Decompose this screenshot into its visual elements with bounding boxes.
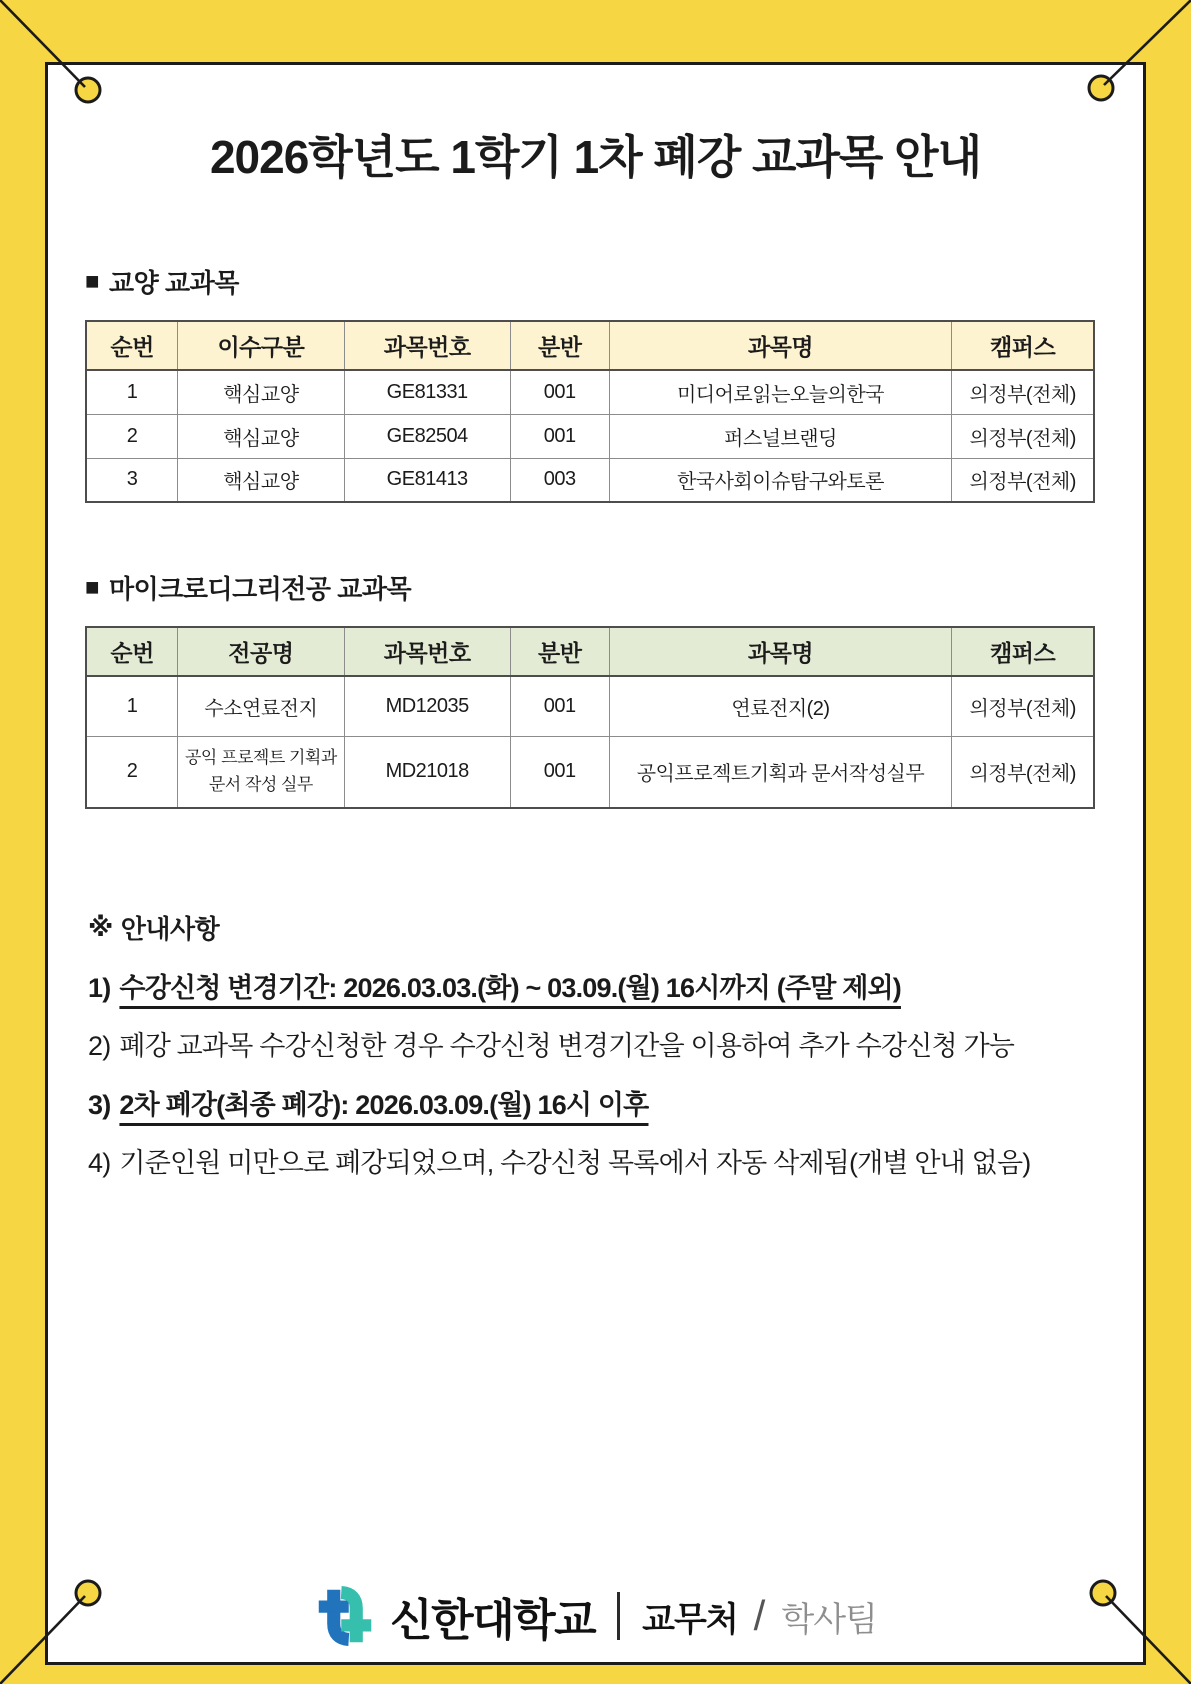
table-cell: 001 xyxy=(510,370,609,414)
table-cell: 003 xyxy=(510,458,609,502)
table-row xyxy=(86,676,1094,736)
notice-item-text: 2차 폐강(최종 폐강): 2026.03.09.(월) 16시 이후 xyxy=(119,1089,649,1120)
microdegree-course-table xyxy=(85,626,1095,809)
column-header: 이수구분 xyxy=(178,321,344,370)
table-cell: 핵심교양 xyxy=(178,414,344,458)
footer-divider-line xyxy=(617,1592,620,1640)
footer-slash: / xyxy=(753,1592,766,1639)
notice-item-number: 1) xyxy=(88,973,111,1003)
section-heading-microdegree xyxy=(85,569,1143,606)
table-cell: 2 xyxy=(86,736,178,808)
table-row xyxy=(86,458,1094,502)
table-cell: 의정부(전체) xyxy=(952,370,1094,414)
table-cell: 공익 프로젝트 기획과 문서 작성 실무 xyxy=(178,736,344,808)
table-cell: 1 xyxy=(86,676,178,736)
table-cell: 의정부(전체) xyxy=(952,458,1094,502)
table-cell: 001 xyxy=(510,736,609,808)
table-cell: 3 xyxy=(86,458,178,502)
table-cell: 한국사회이슈탐구와토론 xyxy=(609,458,952,502)
table-cell: 의정부(전체) xyxy=(952,676,1094,736)
notice-heading-label: 안내사항 xyxy=(120,914,220,944)
notice-list xyxy=(88,972,1143,1180)
notice-item xyxy=(88,1030,1143,1062)
table-cell: GE82504 xyxy=(344,414,510,458)
column-header: 과목번호 xyxy=(344,627,510,676)
notice-item xyxy=(88,1089,1143,1121)
table-row xyxy=(86,370,1094,414)
table-header-row xyxy=(86,321,1094,370)
table-cell: 퍼스널브랜딩 xyxy=(609,414,952,458)
table-cell: 수소연료전지 xyxy=(178,676,344,736)
table-cell: 1 xyxy=(86,370,178,414)
section-heading-label: 마이크로디그리전공 교과목 xyxy=(109,574,412,604)
notice-item-number: 4) xyxy=(88,1148,111,1179)
column-header: 과목명 xyxy=(609,321,952,370)
notice-item-text: 기준인원 미만으로 폐강되었으며, 수강신청 목록에서 자동 삭제됨(개별 안내 없음) xyxy=(119,1148,1031,1179)
university-name: 신한대학교 xyxy=(390,1596,596,1645)
section-square-icon: ■ xyxy=(85,573,99,601)
column-header: 캠퍼스 xyxy=(952,627,1094,676)
table-cell: GE81331 xyxy=(344,370,510,414)
notice-heading xyxy=(88,909,1143,946)
table-cell: 미디어로읽는오늘의한국 xyxy=(609,370,952,414)
liberal-arts-course-table xyxy=(85,320,1095,503)
table-row xyxy=(86,736,1094,808)
table-cell: 핵심교양 xyxy=(178,370,344,414)
column-header: 분반 xyxy=(510,627,609,676)
table-cell: 공익프로젝트기획과 문서작성실무 xyxy=(609,736,952,808)
footer xyxy=(48,1584,1143,1648)
table-cell: MD12035 xyxy=(344,676,510,736)
notice-item-number: 3) xyxy=(88,1089,111,1120)
notice-content xyxy=(48,65,1143,1662)
table-cell: 001 xyxy=(510,676,609,736)
section-heading-label: 교양 교과목 xyxy=(109,268,239,298)
column-header: 분반 xyxy=(510,321,609,370)
table-cell: 연료전지(2) xyxy=(609,676,952,736)
column-header: 과목명 xyxy=(609,627,952,676)
table-header-row xyxy=(86,627,1094,676)
section-square-icon: ■ xyxy=(85,267,99,295)
column-header: 캠퍼스 xyxy=(952,321,1094,370)
table-row xyxy=(86,414,1094,458)
notice-paper xyxy=(45,62,1146,1665)
column-header: 과목번호 xyxy=(344,321,510,370)
notice-item-text: 수강신청 변경기간: 2026.03.03.(화) ~ 03.09.(월) 16시까지 (주말 제외) xyxy=(119,973,901,1003)
table-cell: GE81413 xyxy=(344,458,510,502)
column-header: 전공명 xyxy=(178,627,344,676)
table-cell: 의정부(전체) xyxy=(952,414,1094,458)
notice-item-number: 2) xyxy=(88,1031,111,1062)
table-cell: 핵심교양 xyxy=(178,458,344,502)
section-heading-liberal-arts xyxy=(85,263,1143,300)
team-name: 학사팀 xyxy=(781,1600,877,1639)
department-name: 교무처 xyxy=(642,1600,738,1639)
table-cell: 2 xyxy=(86,414,178,458)
table-cell: 001 xyxy=(510,414,609,458)
notice-item xyxy=(88,1147,1143,1179)
column-header: 순번 xyxy=(86,627,178,676)
table-cell: MD21018 xyxy=(344,736,510,808)
column-header: 순번 xyxy=(86,321,178,370)
page-title: 2026학년도 1학기 1차 폐강 교과목 안내 xyxy=(209,131,982,183)
notice-item xyxy=(88,972,1143,1004)
reference-mark-icon: ※ xyxy=(88,912,113,942)
notice-item-text: 폐강 교과목 수강신청한 경우 수강신청 변경기간을 이용하여 추가 수강신청 가능 xyxy=(119,1031,1015,1062)
table-cell: 의정부(전체) xyxy=(952,736,1094,808)
university-logo-icon xyxy=(314,1586,376,1646)
